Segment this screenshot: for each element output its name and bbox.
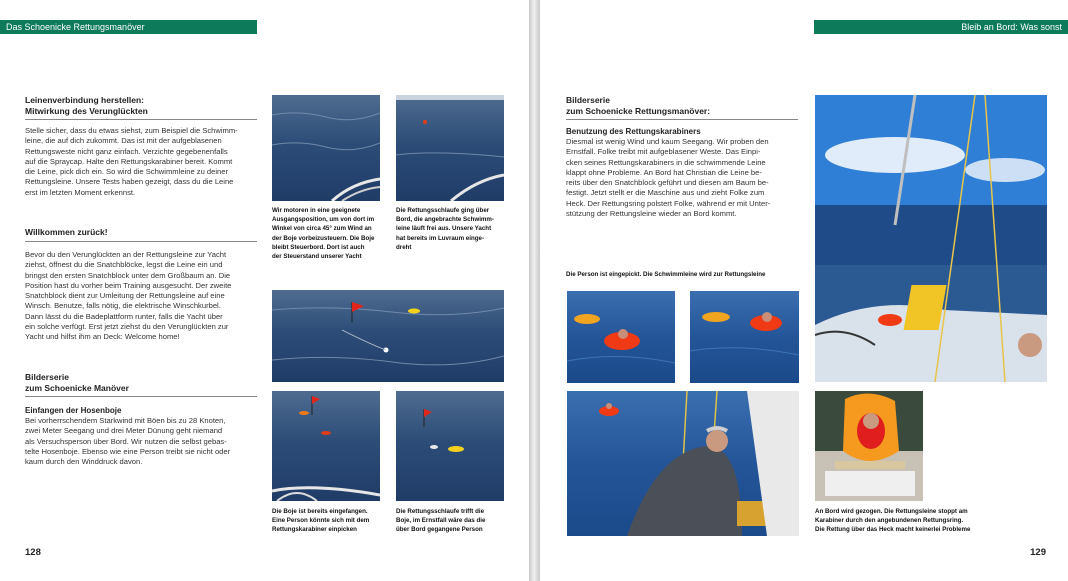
text-line: Snatchblock dient zur Umleitung der Rettungsleine auf eine [25,291,225,301]
text-line: kaum durch den Winddruck davon. [25,457,143,467]
caption-line: Rettungskarabiner einpicken [272,526,357,534]
right-section-text [566,137,799,219]
section1-heading [25,95,257,120]
text-line: Dann lässt du die Badeplattform runter, falls die Yacht über [25,311,223,321]
photo-person-in-water-1 [567,291,675,383]
photo-yacht-cockpit-rescue [815,95,1047,382]
section2-text [25,250,257,343]
section3-subheading: Einfangen der Hosenboje [25,406,122,415]
text-line: stützung der Rettungsleine wieder an Bord kommt. [566,209,737,219]
text-line: telte Hosenboje. Ebenso wie eine Person treibt sie nicht oder [25,446,231,456]
right-page [540,0,1068,581]
right-heading-line2: zum Schoenicke Rettungsmanöver: [566,105,711,116]
caption-photo-3 [272,507,384,535]
caption-line: über Bord gegangene Person [396,526,483,534]
text-line: die Leine, pick dich ein. So wird die Schwimmleine zu deiner [25,167,229,177]
text-line: Bei vorherrschendem Starkwind mit Böen bis zu 28 Knoten, [25,416,226,425]
caption-line: der Steuerstand unserer Yacht [272,253,362,261]
text-line: Position hast du vorher beim Training ausgesucht. Der zweite [25,280,232,290]
caption-line: Die Boje ist bereits eingefangen. [272,508,368,515]
text-line: bringst den ersten Snatchblock unter dem Großbaum an. Die [25,270,231,280]
caption-line: An Bord wird gezogen. Die Rettungsleine stoppt am [815,508,968,515]
text-line: festigt. Jetzt stellt er die Maschine aus und zieht Folke zum [566,188,765,198]
photo-sea-buoy-approach [272,95,380,201]
text-line: Winsch. Benutze, falls nötig, die elektrische Winschkurbel. [25,301,221,311]
text-line: Diesmal ist wenig Wind und kaum Seegang. Wir proben den [566,137,769,146]
caption-line: bleibt Steuerbord. Dort ist auch [272,243,365,251]
caption-bottom-right [815,507,1005,535]
caption-line: Bord, die angebrachte Schwimm- [396,216,494,224]
caption-line: Boje, im Ernstfall wäre das die [396,517,486,525]
text-line: Rettungsleine. Unsere Tests haben gezeigt, dass du die Leine [25,177,234,187]
caption-line: Die Rettungsschlaufe ging über [396,207,490,214]
section3-heading [25,372,257,397]
caption-line: Die Rettungsschlaufe trifft die [396,508,485,515]
right-page-number: 129 [1030,547,1046,558]
caption-line: hat bereits im Luvraum einge- [396,234,485,242]
photo-rescue-loop-overboard [396,95,504,201]
left-header-bar: Das Schoenicke Rettungsmanöver [0,20,257,34]
section1-heading-line1: Leinenverbindung herstellen: [25,95,145,105]
right-subheading: Benutzung des Rettungskarabiners [566,127,701,136]
text-line: Yacht und hilfst ihm an Deck: Welcome home! [25,332,180,342]
right-section-heading [566,95,798,120]
text-line: leine, die auf dich zukommt. Das ist mit der aufgeblasenen [25,136,222,146]
text-line: erst im letzten Moment erkennst. [25,187,136,197]
section3-heading-line1: Bilderserie [25,372,69,382]
book-gutter [529,0,540,581]
text-line: als Versuchsperson über Bord. Wir nutzen die selbst gebas- [25,436,227,446]
text-line: zwei Meter Seegang und drei Meter Dünung geht niemand [25,426,223,436]
text-line: ziehst, öffnest du die Snatchblöcke, legst die Leine ein und [25,260,223,270]
text-line: Bevor du den Verunglückten an der Rettungsleine zur Yacht [25,250,227,259]
caption-photo-1 [272,206,384,261]
right-heading-line1: Bilderserie [566,95,610,105]
text-line: Rettungsweste nicht ganz einfach. Verzichte gegebenenfalls [25,146,228,156]
caption-line: Ausgangsposition, um von dort im [272,216,375,224]
photo-loop-hits-buoy [396,391,504,501]
caption-line: leine läuft frei aus. Unsere Yacht [396,225,492,233]
left-page-number: 128 [25,547,41,558]
caption-line: Winkel von circa 45° zum Wind an [272,225,372,233]
text-line: ein solche verfügt. Erst jetzt ziehst du den Verunglückten zur [25,322,229,332]
caption-top-series: Die Person ist eingepickt. Die Schwimmleine wird zur Rettungsleine [566,271,766,278]
left-page [0,0,529,581]
photo-person-in-water-2 [690,291,799,383]
section2-heading: Willkommen zurück! [25,227,257,242]
section1-heading-line2: Mitwirkung des Verunglückten [25,105,148,116]
caption-line: Die Rettung über das Heck macht keinerlei Probleme [815,526,971,534]
text-line: klappt ohne Probleme. An Bord hat Christian die Leine be- [566,167,762,177]
text-line: Ernstfall. Folke treibt mit aufgeblasener Weste. Das Einpi- [566,147,761,157]
photo-crew-pulling-line [567,391,799,536]
caption-line: Wir motoren in eine geeignete [272,207,361,214]
text-line: reits über den Snatchblock geführt und diesen am Baum be- [566,178,769,188]
section3-text [25,416,257,467]
section1-text [25,126,257,198]
photo-buoy-caught [272,391,380,501]
section3-heading-line2: zum Schoenicke Manöver [25,382,129,393]
caption-photo-2 [396,206,508,252]
caption-line: der Boje vorbeizusteuern. Die Boje [272,234,375,242]
right-header-bar: Bleib an Bord: Was sonst [814,20,1068,34]
photo-buoy-flags-wide [272,290,504,382]
text-line: cken seines Rettungskarabiners in die schwimmende Leine [566,157,766,167]
photo-pulled-aboard-ring [815,391,923,501]
text-line: auf die Spraycap. Halte den Rettungskarabiner bereit. Kommt [25,156,233,166]
text-line: Heck. Der Rettungsring polstert Folke, während er mit Unter- [566,198,771,208]
caption-photo-4 [396,507,508,535]
text-line: Stelle sicher, dass du etwas siehst, zum Beispiel die Schwimm- [25,126,238,135]
caption-line: Karabiner durch den angebundenen Rettungsring. [815,517,964,525]
caption-line: dreht [396,243,412,251]
caption-line: Eine Person könnte sich mit dem [272,517,370,525]
